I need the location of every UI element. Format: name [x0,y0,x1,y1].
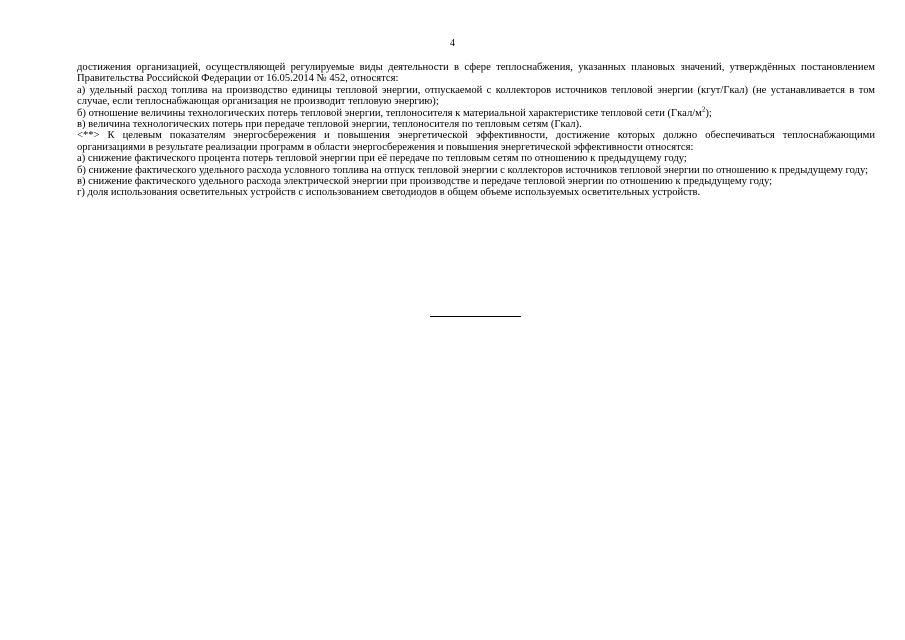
section-separator-line [430,316,521,317]
paragraph-target-g: г) доля использования осветительных устройств с использованием светодиодов в общем объеме используемых осветительных устройств. [77,187,701,199]
paragraph-footnote-target-indicators: <**> К целевым показателям энергосбережения и повышения энергетической эффективности, достижение которых должно обеспечиваться теплоснабжающими организациями в результате реализации программ в области энергосбережения и повышения энергетической эффективности относятся: [77,130,875,153]
paragraph-intro-continuation: достижения организацией, осуществляющей регулируемые виды деятельности в сфере теплоснабжения, указанных плановых значений, утверждённых постановлением Правительства Российской Федерации от 16.05.2014 № 452, относятся: [77,62,875,85]
paragraph-target-a: а) снижение фактического процента потерь тепловой энергии при её передаче по тепловым сетям по отношению к предыдущему году; [77,153,687,165]
page-number: 4 [450,38,455,49]
paragraph-item-v-losses-value: в) величина технологических потерь при передаче тепловой энергии, теплоносителя по тепловым сетям (Гкал). [77,119,582,131]
item-b-text: б) отношение величины технологических потерь тепловой энергии, теплоносителя к материальной характеристике тепловой сети (Гкал/м [77,107,702,119]
item-b-superscript: 2 [701,105,706,114]
paragraph-target-v: в) снижение фактического удельного расхода электрической энергии при производстве и передаче тепловой энергии по отношению к предыдущему году; [77,176,773,188]
paragraph-item-b-losses-ratio [77,105,875,119]
item-b-text-end: ); [705,107,712,119]
paragraph-item-a-fuel-consumption: а) удельный расход топлива на производство единицы тепловой энергии, отпускаемой с коллекторов источников тепловой энергии (кгут/Гкал) (не устанавливается в том случае, если теплоснабжающая организация не производит тепловую энергию); [77,84,875,108]
document-body [77,62,875,199]
paragraph-target-b: б) снижение фактического удельного расхода условного топлива на отпуск тепловой энергии с коллекторов источников тепловой энергии по отношению к предыдущему году; [77,164,869,176]
